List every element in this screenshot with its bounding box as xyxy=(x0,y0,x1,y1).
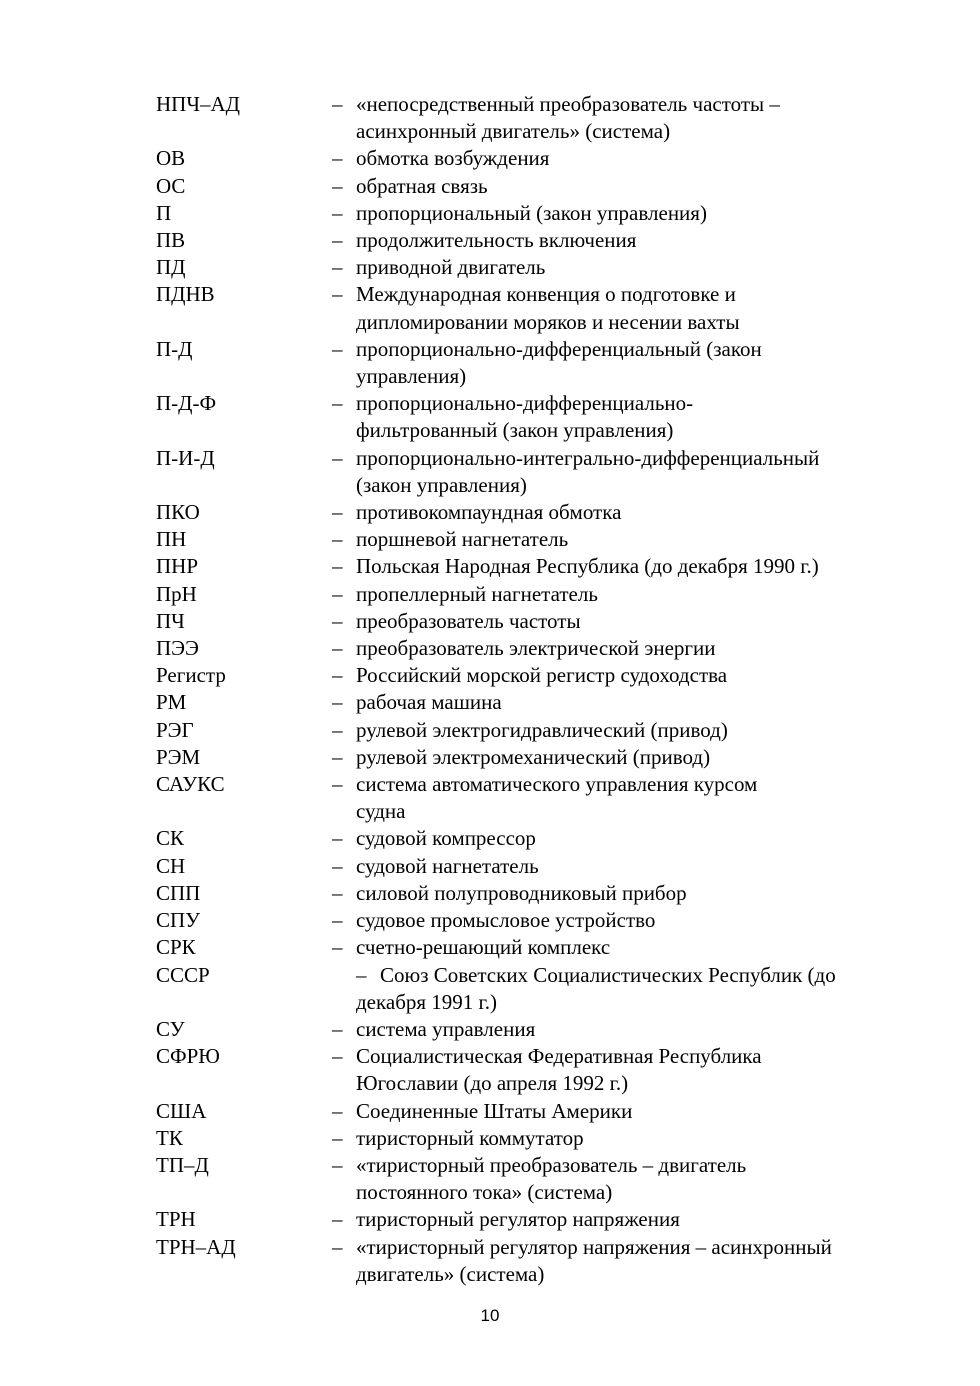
entry-dash: – xyxy=(332,908,343,933)
abbreviation-definition: рулевой электрогидравлический (привод) xyxy=(356,717,728,742)
abbreviation-term: ПН xyxy=(156,527,187,552)
abbreviation-definition: продолжительность включения xyxy=(356,228,637,253)
abbreviation-definition: приводной двигатель xyxy=(356,255,546,280)
abbreviation-entry xyxy=(156,145,896,172)
abbreviation-entry xyxy=(156,744,896,771)
entry-dash: – xyxy=(332,282,343,307)
abbreviation-definition: судовое промысловое устройство xyxy=(356,908,656,933)
abbreviation-entry xyxy=(156,934,896,961)
abbreviation-definition: пропорциональный (закон управления) xyxy=(356,200,707,225)
abbreviation-entry xyxy=(156,1125,896,1152)
abbreviation-term: СУ xyxy=(156,1016,185,1041)
abbreviation-term: СФРЮ xyxy=(156,1044,220,1069)
abbreviation-entry xyxy=(156,1043,896,1097)
abbreviation-entry xyxy=(156,907,896,934)
abbreviation-entry xyxy=(156,771,896,825)
abbreviation-term: П-Д xyxy=(156,336,193,361)
abbreviation-entry xyxy=(156,662,896,689)
abbreviation-entry xyxy=(156,1016,896,1043)
abbreviation-definition: преобразователь частоты xyxy=(356,608,581,633)
abbreviation-definition: обратная связь xyxy=(356,173,488,198)
abbreviation-definition: пропорционально-интегрально-дифференциальный (закон управления) xyxy=(356,445,820,497)
abbreviation-term: СССР xyxy=(156,962,210,987)
abbreviation-entry xyxy=(156,499,896,526)
abbreviation-term: ТК xyxy=(156,1125,183,1150)
abbreviation-definition: тиристорный регулятор напряжения xyxy=(356,1207,680,1232)
abbreviation-entry xyxy=(156,1234,896,1288)
abbreviation-term: ПНР xyxy=(156,554,199,579)
abbreviation-definition: система управления xyxy=(356,1016,536,1041)
abbreviation-definition: рабочая машина xyxy=(356,690,502,715)
entry-dash: – xyxy=(332,717,343,742)
abbreviation-entry xyxy=(156,608,896,635)
entry-dash: – xyxy=(332,527,343,552)
abbreviation-definition: пропорционально-дифференциальный (закон управления) xyxy=(356,336,762,389)
abbreviation-term: СПУ xyxy=(156,908,201,933)
abbreviation-definition: преобразователь электрической энергии xyxy=(356,636,716,661)
abbreviation-term: СК xyxy=(156,826,185,851)
entry-dash: – xyxy=(332,500,343,525)
abbreviation-entry xyxy=(156,689,896,716)
entry-dash: – xyxy=(332,255,343,280)
page-number: 10 xyxy=(480,1306,500,1325)
entry-dash: – xyxy=(332,880,343,905)
abbreviation-entry xyxy=(156,1098,896,1125)
entry-dash: – xyxy=(332,663,343,688)
entry-dash: – xyxy=(332,200,343,225)
entry-dash: – xyxy=(332,690,343,715)
abbreviation-term: ПЧ xyxy=(156,608,185,633)
entry-dash: – xyxy=(332,853,343,878)
entry-dash: – xyxy=(332,608,343,633)
abbreviation-entry xyxy=(156,336,896,390)
abbreviation-definition: Польская Народная Республика (до декабря 1990 г.) xyxy=(356,554,819,579)
abbreviation-term: ТП–Д xyxy=(156,1152,209,1177)
entry-dash: – xyxy=(332,228,343,253)
abbreviation-entry xyxy=(156,200,896,227)
entry-dash: – xyxy=(332,1044,343,1069)
entry-dash: – xyxy=(332,1098,343,1123)
abbreviation-definition: счетно-решающий комплекс xyxy=(356,935,611,960)
abbreviation-term: СН xyxy=(156,853,186,878)
abbreviation-entry xyxy=(156,825,896,852)
abbreviation-term: ТРН xyxy=(156,1207,196,1232)
abbreviation-term: ПЭЭ xyxy=(156,636,199,661)
entry-dash: – xyxy=(332,935,343,960)
entry-dash: – xyxy=(356,962,367,987)
abbreviation-list xyxy=(156,91,896,1288)
abbreviation-definition: Международная конвенция о подготовке и дипломировании моряков и несении вахты xyxy=(356,282,740,334)
abbreviation-entry xyxy=(156,880,896,907)
abbreviation-definition: Социалистическая Федеративная Республика Югославии (до апреля 1992 г.) xyxy=(356,1044,762,1096)
abbreviation-definition: рулевой электромеханический (привод) xyxy=(356,744,711,769)
abbreviation-entry xyxy=(156,962,896,1016)
abbreviation-definition: Союз Советских Социалистических Республик (до декабря 1991 г.) xyxy=(356,962,836,1014)
entry-dash: – xyxy=(332,1016,343,1041)
abbreviation-definition: судовой нагнетатель xyxy=(356,853,539,878)
abbreviation-term: США xyxy=(156,1098,207,1123)
abbreviation-term: ПДНВ xyxy=(156,282,215,307)
abbreviation-entry xyxy=(156,254,896,281)
abbreviation-definition: «тиристорный преобразователь – двигатель постоянного тока» (система) xyxy=(356,1152,747,1205)
entry-dash: – xyxy=(332,146,343,171)
abbreviation-term: РМ xyxy=(156,690,187,715)
abbreviation-term: САУКС xyxy=(156,772,225,797)
entry-dash: – xyxy=(332,445,343,470)
entry-dash: – xyxy=(332,1152,343,1177)
abbreviation-entry xyxy=(156,581,896,608)
entry-dash: – xyxy=(332,1125,343,1150)
abbreviation-definition: «тиристорный регулятор напряжения – асинхронный двигатель» (система) xyxy=(356,1234,832,1286)
abbreviation-definition: противокомпаундная обмотка xyxy=(356,500,622,525)
entry-dash: – xyxy=(332,173,343,198)
entry-dash: – xyxy=(332,1207,343,1232)
abbreviation-term: П-И-Д xyxy=(156,445,215,470)
abbreviation-definition: силовой полупроводниковый прибор xyxy=(356,880,687,905)
abbreviation-term: РЭГ xyxy=(156,717,194,742)
abbreviation-term: СРК xyxy=(156,935,196,960)
abbreviation-entry xyxy=(156,853,896,880)
abbreviation-definition: «непосредственный преобразователь частоты – асинхронный двигатель» (система) xyxy=(356,92,780,144)
entry-dash: – xyxy=(332,554,343,579)
abbreviation-entry xyxy=(156,445,896,499)
abbreviation-entry xyxy=(156,390,896,444)
abbreviation-entry xyxy=(156,553,896,580)
abbreviation-term: СПП xyxy=(156,880,201,905)
abbreviation-term: Регистр xyxy=(156,663,226,688)
entry-dash: – xyxy=(332,826,343,851)
abbreviation-term: НПЧ–АД xyxy=(156,92,240,116)
abbreviation-term: ОС xyxy=(156,173,186,198)
abbreviation-term: ОВ xyxy=(156,146,186,171)
abbreviation-term: П-Д-Ф xyxy=(156,391,217,416)
abbreviation-entry xyxy=(156,281,896,335)
abbreviation-definition: Российский морской регистр судоходства xyxy=(356,663,728,688)
abbreviation-entry xyxy=(156,91,896,145)
abbreviation-term: ПКО xyxy=(156,500,200,525)
abbreviation-entry xyxy=(156,717,896,744)
entry-dash: – xyxy=(332,636,343,661)
entry-dash: – xyxy=(332,336,343,361)
abbreviation-definition: система автоматического управления курсом судна xyxy=(356,772,758,824)
abbreviation-entry xyxy=(156,173,896,200)
abbreviation-entry xyxy=(156,635,896,662)
abbreviation-entry xyxy=(156,1152,896,1206)
entry-dash: – xyxy=(332,391,343,416)
abbreviation-entry xyxy=(156,227,896,254)
abbreviation-term: ПД xyxy=(156,255,186,280)
abbreviation-term: ПВ xyxy=(156,228,186,253)
entry-dash: – xyxy=(332,772,343,797)
abbreviation-definition: судовой компрессор xyxy=(356,826,536,851)
abbreviation-definition: пропорционально-дифференциально- фильтрованный (закон управления) xyxy=(356,391,694,443)
entry-dash: – xyxy=(332,92,343,116)
abbreviation-definition: пропеллерный нагнетатель xyxy=(356,581,598,606)
abbreviation-term: РЭМ xyxy=(156,744,201,769)
abbreviation-definition: обмотка возбуждения xyxy=(356,146,550,171)
abbreviation-term: П xyxy=(156,200,172,225)
abbreviation-definition: Соединенные Штаты Америки xyxy=(356,1098,633,1123)
abbreviation-entry xyxy=(156,1206,896,1233)
abbreviation-definition: тиристорный коммутатор xyxy=(356,1125,584,1150)
abbreviation-entry xyxy=(156,526,896,553)
abbreviation-term: ПрН xyxy=(156,581,197,606)
entry-dash: – xyxy=(332,744,343,769)
entry-dash: – xyxy=(332,581,343,606)
abbreviation-term: ТРН–АД xyxy=(156,1234,236,1259)
entry-dash: – xyxy=(332,1234,343,1259)
abbreviation-definition: поршневой нагнетатель xyxy=(356,527,569,552)
